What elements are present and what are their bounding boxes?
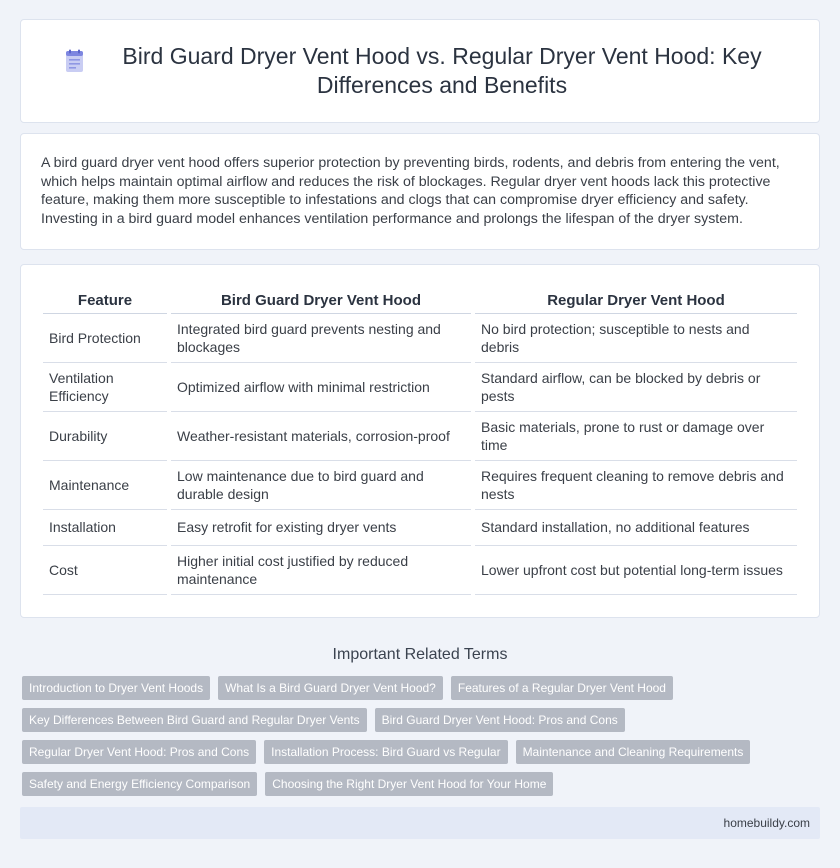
- column-header-bird-guard: Bird Guard Dryer Vent Hood: [171, 285, 471, 314]
- table-cell: Optimized airflow with minimal restriction: [171, 363, 471, 412]
- term-tag[interactable]: Bird Guard Dryer Vent Hood: Pros and Cons: [375, 708, 625, 732]
- page-title: Bird Guard Dryer Vent Hood vs. Regular Dryer Vent Hood: Key Differences and Benefits: [122, 43, 762, 98]
- term-tag[interactable]: Safety and Energy Efficiency Comparison: [22, 772, 257, 796]
- column-header-feature: Feature: [43, 285, 167, 314]
- table-cell: Standard airflow, can be blocked by debris or pests: [475, 363, 797, 412]
- table-cell: Standard installation, no additional features: [475, 510, 797, 546]
- comparison-table-card: [20, 264, 820, 618]
- table-cell: No bird protection; susceptible to nests and debris: [475, 314, 797, 363]
- table-row: [43, 363, 797, 412]
- footer: [20, 807, 820, 839]
- term-tag[interactable]: Regular Dryer Vent Hood: Pros and Cons: [22, 740, 256, 764]
- term-tag[interactable]: Maintenance and Cleaning Requirements: [516, 740, 751, 764]
- term-tag[interactable]: Introduction to Dryer Vent Hoods: [22, 676, 210, 700]
- table-cell: Cost: [43, 546, 167, 595]
- table-cell: Basic materials, prone to rust or damage over time: [475, 412, 797, 461]
- term-tag[interactable]: Key Differences Between Bird Guard and Regular Dryer Vents: [22, 708, 367, 732]
- term-tag[interactable]: Features of a Regular Dryer Vent Hood: [451, 676, 673, 700]
- table-cell: Easy retrofit for existing dryer vents: [171, 510, 471, 546]
- table-cell: Bird Protection: [43, 314, 167, 363]
- column-header-regular: Regular Dryer Vent Hood: [475, 285, 797, 314]
- table-row: [43, 461, 797, 510]
- table-header-row: [43, 285, 797, 314]
- table-cell: Integrated bird guard prevents nesting and blockages: [171, 314, 471, 363]
- related-terms-tags: [20, 676, 820, 796]
- table-row: [43, 510, 797, 546]
- comparison-table: [43, 285, 797, 595]
- footer-site-link[interactable]: homebuildy.com: [723, 815, 810, 830]
- table-cell: Installation: [43, 510, 167, 546]
- table-cell: Weather-resistant materials, corrosion-proof: [171, 412, 471, 461]
- table-row: [43, 412, 797, 461]
- intro-card: [20, 133, 820, 250]
- document-icon: [61, 48, 87, 74]
- table-row: [43, 314, 797, 363]
- table-cell: Lower upfront cost but potential long-term issues: [475, 546, 797, 595]
- term-tag[interactable]: Choosing the Right Dryer Vent Hood for Your Home: [265, 772, 553, 796]
- related-terms-title: Important Related Terms: [332, 645, 508, 663]
- table-cell: Durability: [43, 412, 167, 461]
- table-row: [43, 546, 797, 595]
- intro-paragraph: A bird guard dryer vent hood offers superior protection by preventing birds, rodents, and debris from entering the vent, which helps maintain optimal airflow and reduces the risk of blockages. Regular dryer vent hoods lack this protective feature, making them more susceptible to infestations and clogs that can compromise dryer efficiency and safety. Investing in a bird guard model enhances ventilation performance and prolongs the lifespan of the dryer system.: [41, 155, 780, 228]
- table-cell: Low maintenance due to bird guard and durable design: [171, 461, 471, 510]
- table-cell: Maintenance: [43, 461, 167, 510]
- term-tag[interactable]: What Is a Bird Guard Dryer Vent Hood?: [218, 676, 443, 700]
- term-tag[interactable]: Installation Process: Bird Guard vs Regular: [264, 740, 507, 764]
- table-cell: Higher initial cost justified by reduced maintenance: [171, 546, 471, 595]
- header-card: [20, 19, 820, 123]
- table-cell: Ventilation Efficiency: [43, 363, 167, 412]
- table-cell: Requires frequent cleaning to remove debris and nests: [475, 461, 797, 510]
